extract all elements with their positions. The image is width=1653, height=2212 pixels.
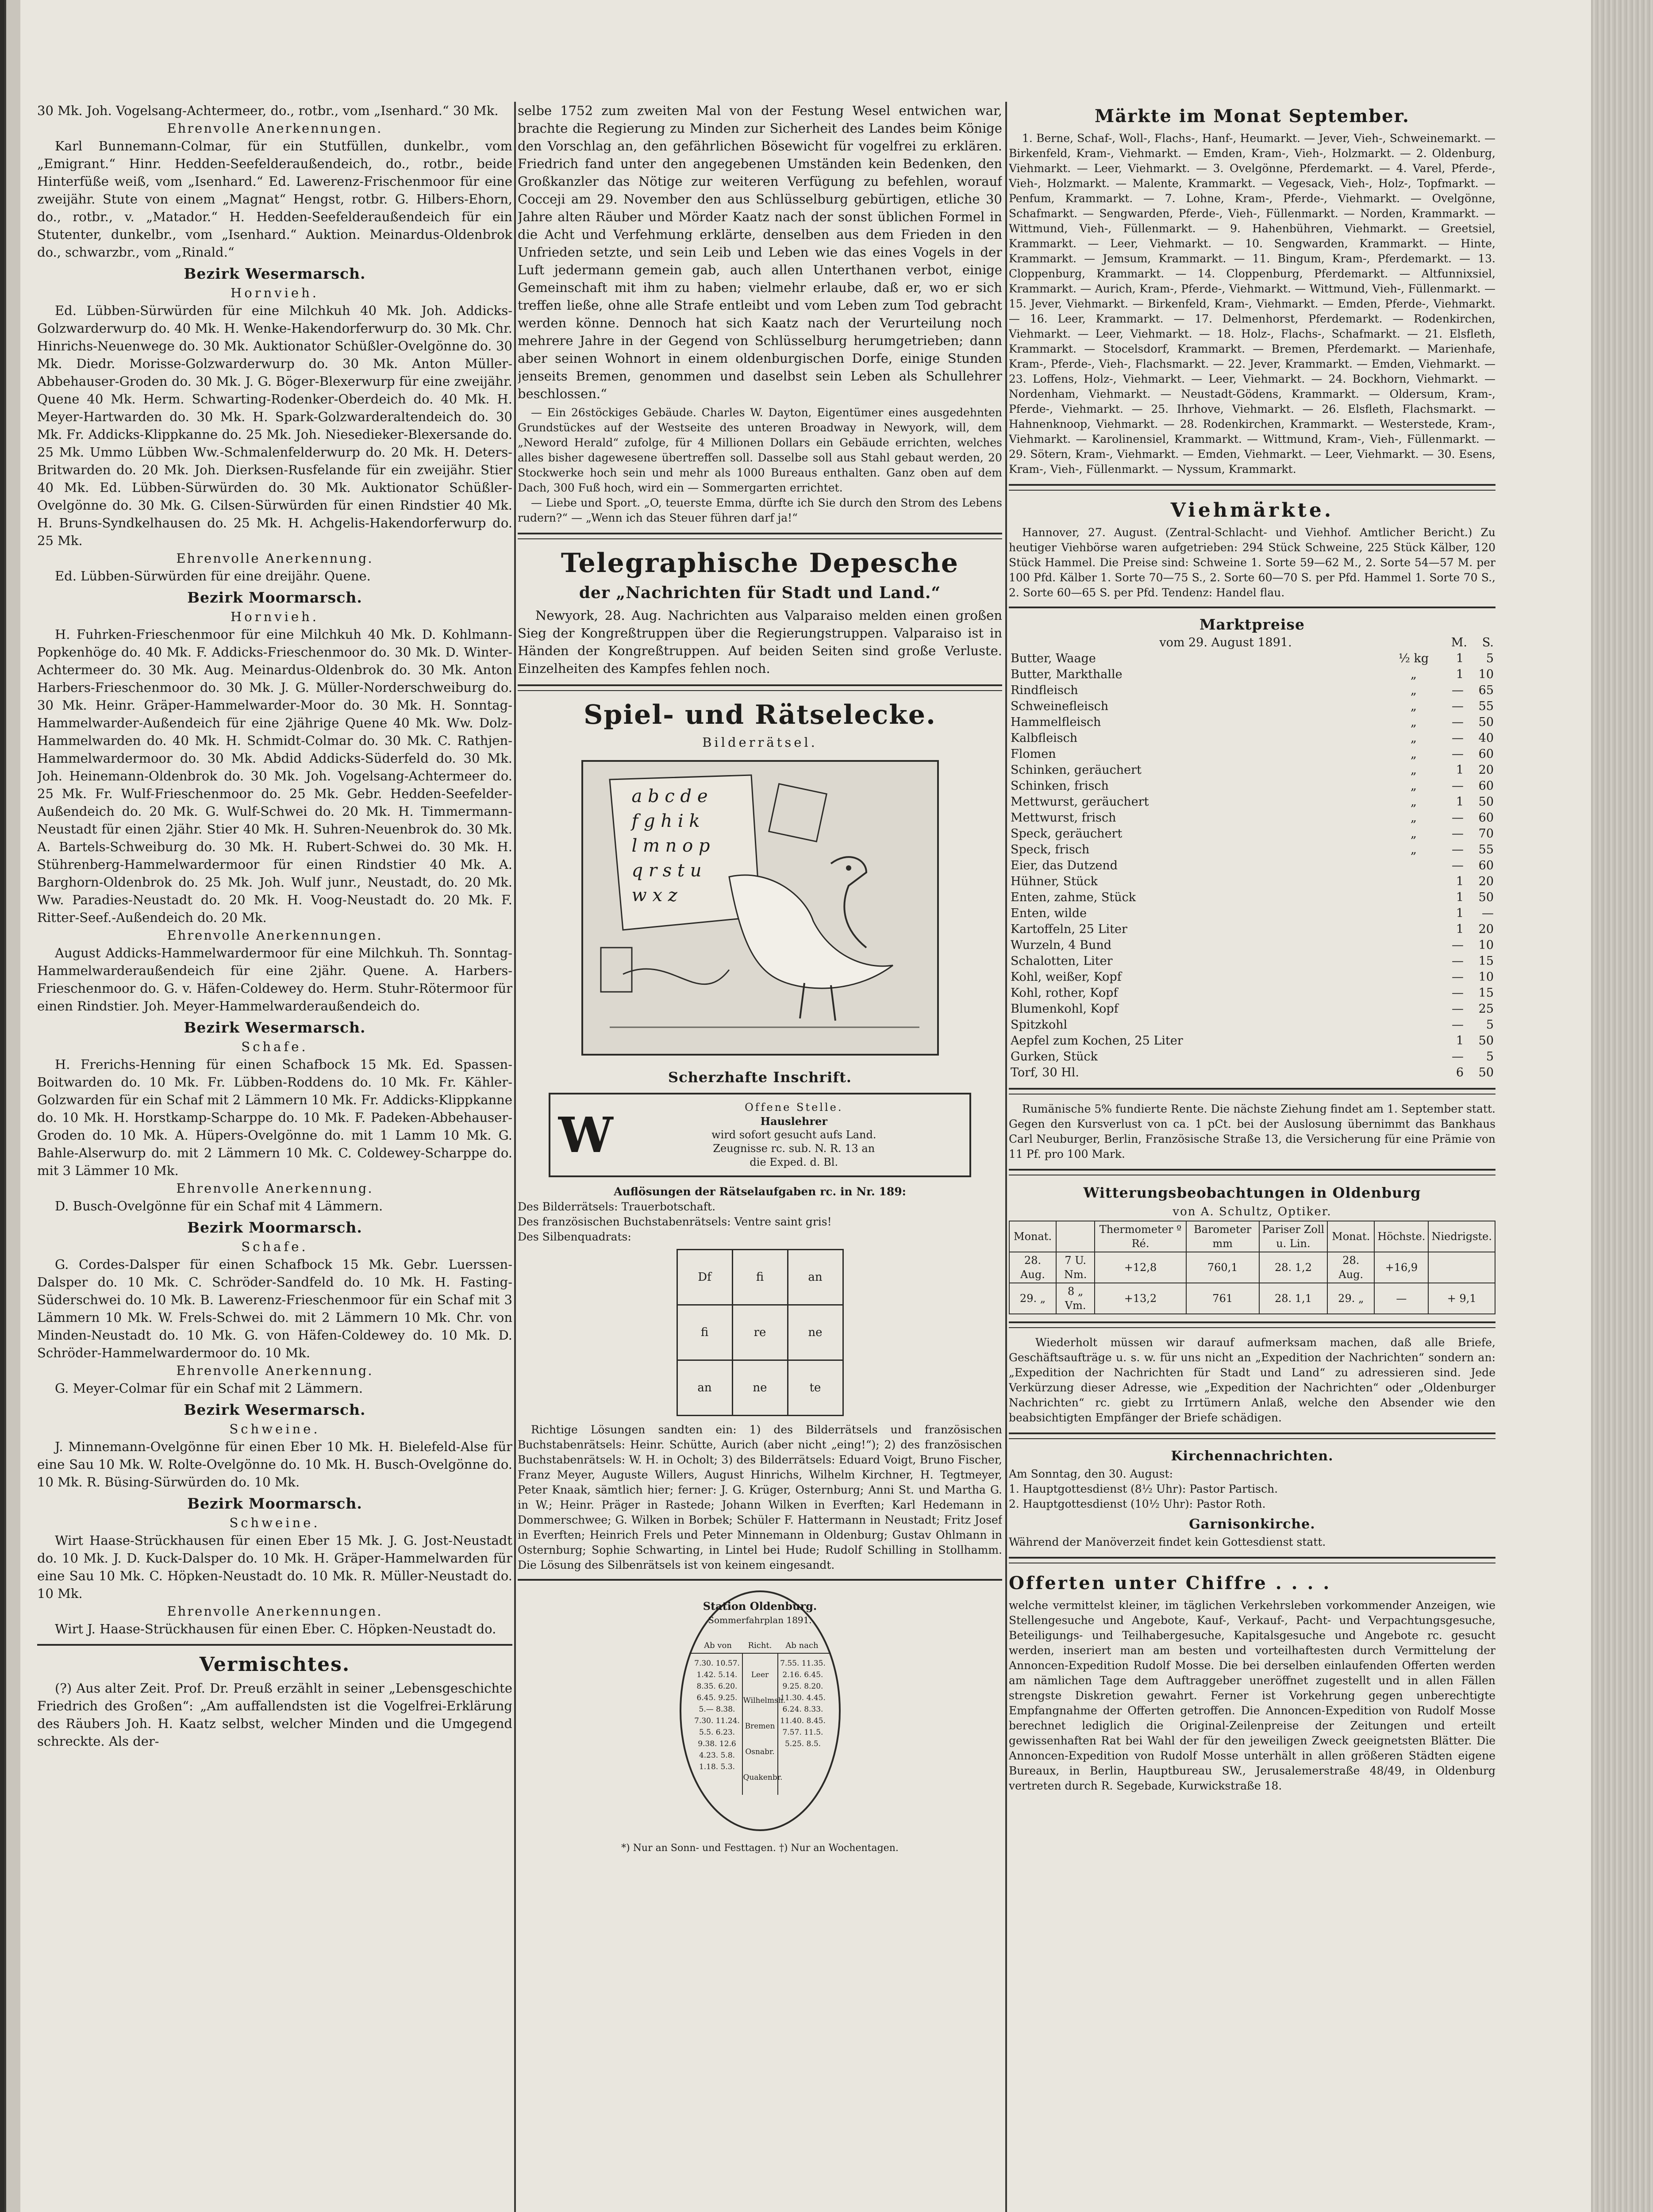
- weather-cell: 8 „ Vm.: [1056, 1283, 1095, 1314]
- prices-col-mark: M.: [1451, 636, 1467, 649]
- weather-cell: +16,9: [1374, 1252, 1428, 1283]
- news-sport: — Liebe und Sport. „O, teuerste Emma, dürfte ich Sie durch den Strom des Lebens rudern?“ — „Wenn ich das Steuer führen darf ja!“: [518, 496, 1002, 524]
- column-rule: [514, 102, 516, 2212]
- price-item: Aepfel zum Kochen, 25 Liter: [1011, 1034, 1183, 1048]
- price-unit: [1392, 985, 1435, 1001]
- weather-subtitle: von A. Schultz, Optiker.: [1172, 1205, 1332, 1218]
- station-direction: Wilhelmsh.: [743, 1696, 786, 1705]
- price-pfennig: 60: [1478, 811, 1494, 825]
- category-title: Schweine.: [229, 1421, 320, 1436]
- price-mark: —: [1452, 731, 1464, 745]
- weather-cell: 760,1: [1186, 1252, 1259, 1283]
- weather-header-cell: Pariser Zoll u. Lin.: [1259, 1221, 1328, 1252]
- price-row: [1009, 969, 1495, 985]
- weather-header-cell: Barometer mm: [1186, 1221, 1259, 1252]
- price-pfennig: 10: [1478, 970, 1494, 984]
- garrison-text: Während der Manöverzeit findet kein Gottesdienst statt.: [1009, 1536, 1326, 1548]
- prices-header: [1009, 635, 1495, 651]
- station-subtitle: Sommerfahrplan 1891.: [708, 1615, 812, 1625]
- puzzle-title: Spiel- und Rätselecke.: [584, 699, 936, 730]
- church-line: Am Sonntag, den 30. August:: [1009, 1467, 1173, 1480]
- price-pfennig: 40: [1478, 731, 1494, 745]
- price-item: Schalotten, Liter: [1011, 954, 1113, 968]
- rebus-letters: [632, 784, 710, 908]
- weather-header-cell: Monat.: [1327, 1221, 1374, 1252]
- price-pfennig: 50: [1478, 795, 1494, 809]
- church-line: 2. Hauptgottesdienst (10½ Uhr): Pastor Roth.: [1009, 1498, 1266, 1510]
- price-pfennig: 20: [1478, 922, 1494, 936]
- price-row: [1009, 1065, 1495, 1081]
- price-mark: —: [1452, 986, 1464, 1000]
- price-item: Blumenkohl, Kopf: [1011, 1002, 1119, 1016]
- price-mark: —: [1452, 970, 1464, 984]
- price-mark: —: [1452, 1002, 1464, 1016]
- telegraph-title: Telegraphische Depesche: [561, 548, 959, 579]
- award-list: Ed. Lübben-Sürwürden für eine Milchkuh 40 Mk. Joh. Addicks-Golzwarderwurp do. 40 Mk. H. Wenke-Hakendorferwurp do. 30 Mk. Chr. Hinrichs-Neuenwege do. 30 Mk. Auktionator Schüßler-Ovelgönne do. 30 Mk. Diedr. Morisse-Golzwarderwurp do. 30 Mk. Anton Müller-Abbehauser-Groden do. 30 Mk. J. G. Böger-Blexerwurp für eine zweijähr. Quene 40 Mk. Herm. Schwarting-Rodenker-Oberdeich do. 40 Mk. H. Meyer-Hartwarden do. 30 Mk. H. Spark-Golzwarderaltendeich do. 30 Mk. Fr. Addicks-Klippkanne do. 25 Mk. Joh. Niesedieker-Blexersande do. 25 Mk. Ummo Lübben Ww.-Schmalenfelderwurp do. 20 Mk. H. Deters-Britwarden do. 20 Mk. Joh. Dierksen-Rusfelande für ein zweijähr. Stier 40 Mk. Ed. Lübben-Sürwürden do. 30 Mk. Auktionator Schüßler-Ovelgönne do. 30 Mk. G. Cilsen-Sürwürden für einen Rindstier 40 Mk. H. Bruns-Syndkelhausen do. 25 Mk. H. Achgelis-Hakendorferwurp do. 25 Mk.: [37, 303, 512, 548]
- price-row: [1009, 810, 1495, 826]
- weather-cell: —: [1374, 1283, 1428, 1314]
- weather-cell: + 9,1: [1428, 1283, 1495, 1314]
- price-item: Speck, geräuchert: [1011, 827, 1123, 841]
- price-mark: 1: [1456, 668, 1464, 681]
- price-unit: „: [1411, 699, 1417, 713]
- weather-header-cell: Höchste.: [1374, 1221, 1428, 1252]
- station-direction: Bremen: [745, 1722, 775, 1731]
- price-pfennig: 10: [1478, 938, 1494, 952]
- price-unit: [1392, 953, 1435, 969]
- price-item: Kartoffeln, 25 Liter: [1011, 922, 1127, 936]
- price-pfennig: 70: [1478, 827, 1494, 841]
- price-unit: [1392, 874, 1435, 890]
- price-unit: „: [1411, 779, 1417, 793]
- square-cell: ne: [732, 1360, 788, 1416]
- price-pfennig: 20: [1478, 875, 1494, 888]
- price-mark: —: [1452, 938, 1464, 952]
- price-pfennig: 50: [1478, 1066, 1494, 1079]
- price-unit: „: [1411, 843, 1417, 856]
- price-pfennig: 5: [1486, 1018, 1494, 1032]
- price-pfennig: 5: [1486, 1050, 1494, 1064]
- price-row: [1009, 1049, 1495, 1065]
- price-pfennig: 60: [1478, 779, 1494, 793]
- station-col-to: Ab nach: [785, 1641, 819, 1650]
- price-mark: —: [1452, 827, 1464, 841]
- award-list: Wirt Haase-Strückhausen für einen Eber 15 Mk. J. G. Jost-Neustadt do. 10 Mk. J. D. Kuck-Dalsper do. 10 Mk. H. Gräper-Hammelwarden für eine Sau 10 Mk. C. Höpken-Neustadt do. 10 Mk. R. Müller-Neustadt do. 10 Mk.: [37, 1533, 512, 1601]
- price-row: [1009, 937, 1495, 953]
- district-title: Bezirk Wesermarsch.: [184, 1019, 366, 1036]
- solution-square: Des Silbenquadrats:: [518, 1230, 631, 1243]
- weather-header-row: [1009, 1221, 1495, 1252]
- price-pfennig: 15: [1478, 954, 1494, 968]
- square-cell: re: [732, 1305, 788, 1360]
- intro-line: 30 Mk. Joh. Vogelsang-Achtermeer, do., rotbr., vom „Isenhard.“ 30 Mk.: [37, 103, 499, 118]
- joke-line: die Exped. d. Bl.: [750, 1156, 838, 1168]
- price-unit: „: [1411, 668, 1417, 681]
- price-pfennig: 25: [1478, 1002, 1494, 1016]
- weather-cell: +13,2: [1095, 1283, 1186, 1314]
- price-unit: „: [1411, 763, 1417, 777]
- price-item: Rindfleisch: [1011, 684, 1078, 697]
- prices-col-pf: S.: [1482, 636, 1494, 649]
- price-mark: 1: [1456, 1034, 1464, 1048]
- price-pfennig: 55: [1478, 699, 1494, 713]
- separator: [1009, 484, 1495, 491]
- price-row: [1009, 1033, 1495, 1049]
- price-mark: —: [1452, 843, 1464, 856]
- price-unit: „: [1411, 827, 1417, 841]
- price-unit: [1392, 1049, 1435, 1065]
- price-unit: [1392, 937, 1435, 953]
- award-list: H. Fuhrken-Frieschenmoor für eine Milchkuh 40 Mk. D. Kohlmann-Popkenhöge do. 40 Mk. F. Addicks-Frieschenmoor do. 30 Mk. D. Winter-Achtermeer do. 30 Mk. Aug. Meinardus-Oldenbrok do. 30 Mk. Anton Harbers-Frieschenmoor do. 30 Mk. J. G. Müller-Norderschweiburg do. 30 Mk. Heinr. Gräper-Hammelwarder-Moor do. 30 Mk. H. Sonntag-Hammelwarder-Außendeich für eine 2jährige Quene 40 Mk. Ww. Dolz-Hammelwarden do. 40 Mk. H. Schmidt-Colmar do. 30 Mk. C. Rathjen-Hammelwardermoor do. 30 Mk. Abdid Addicks-Süderfeld do. 30 Mk. Joh. Heinemann-Oldenbrok do. 30 Mk. Joh. Vogelsang-Achtermeer do. 25 Mk. Fr. Wulf-Frieschenmoor do. 25 Mk. Gebr. Hedden-Seefelder-Außendeich do. 20 Mk. G. Wulf-Schwei do. 20 Mk. H. Timmermann-Neustadt für einen 2jähr. Stier 40 Mk. H. Suhren-Neuenbrok do. 30 Mk. A. Bartels-Schweiburg do. 30 Mk. H. Rubert-Schwei do. 30 Mk. H. Stührenberg-Hammelwardermoor für einen Rindstier 40 Mk. A. Barghorn-Oldenbrok do. 25 Mk. Joh. Wulf junr., Neustadt, do. 20 Mk. Ww. Paradies-Neustadt do. 20 Mk. H. Voog-Neustadt do. 20 Mk. F. Ritter-Seef.-Außendeich do. 20 Mk.: [37, 627, 512, 925]
- price-pfennig: —: [1482, 906, 1494, 920]
- price-row: [1009, 906, 1495, 922]
- weather-cell: 28. 1,2: [1259, 1252, 1328, 1283]
- price-row: [1009, 842, 1495, 858]
- price-row: [1009, 667, 1495, 683]
- recognition-title: Ehrenvolle Anerkennungen.: [167, 928, 383, 943]
- weather-header-cell: Monat.: [1009, 1221, 1056, 1252]
- price-item: Gurken, Stück: [1011, 1050, 1098, 1064]
- price-row: [1009, 730, 1495, 746]
- price-pfennig: 5: [1486, 652, 1494, 665]
- price-item: Schinken, frisch: [1011, 779, 1109, 793]
- district-title: Bezirk Moormarsch.: [187, 589, 362, 606]
- category-title: Hornvieh.: [230, 609, 319, 624]
- offers-title: Offerten unter Chiffre . . . .: [1009, 1573, 1331, 1594]
- square-cell: fi: [732, 1250, 788, 1305]
- solution-rebus: Des Bilderrätsels: Trauerbotschaft.: [518, 1200, 716, 1213]
- page-stack-edge: [1591, 0, 1653, 2212]
- price-mark: —: [1452, 715, 1464, 729]
- joke-line: Zeugnisse rc. sub. N. R. 13 an: [713, 1142, 875, 1155]
- price-pfennig: 50: [1478, 1034, 1494, 1048]
- price-row: [1009, 762, 1495, 778]
- price-item: Eier, das Dutzend: [1011, 859, 1118, 872]
- story-continued: selbe 1752 zum zweiten Mal von der Festung Wesel entwichen war, brachte die Regierung zu Minden zur Sicherheit des Landes beim Könige den Vorschlag an, den gefährlichen Bösewicht für vogelfrei zu erklären. Friedrich fand unter den angegebenen Umständen kein Bedenken, den Großkanzler das Nötige zur weiteren Verfügung zu befehlen, worauf Cocceji am 29. November den aus Schlüsselburg gebürtigen, etliche 30 Jahre alten Räuber und Mörder Kaatz nach der sonst üblichen Formel in die Acht und Verfehmung erklärte, denselben aus dem Frieden in den Unfrieden setzte, und sein Leib und Leben wie das eines Vogels in der Luft jedermann gemein gab, auch allen Unterthanen verbot, einige Gemeinschaft mit ihm zu haben; vielmehr erlaube, daß er, wo er sich treffen ließe, ohne alle Strafe entleibt und vom Leben zum Tod gebracht werden könne. Dennoch hat sich Kaatz nach der Verurteilung noch mehrere Jahre in der Gegend von Schlüsselburg herumgetrieben; dann aber seinen Wohnort in einem oldenburgischen Dorfe, einige Stunden jenseits Bremen, genommen und daselbst sein Leben als Schullehrer beschlossen.“: [518, 103, 1002, 401]
- rebus-line: q r s t u: [631, 860, 702, 881]
- rebus-picture: [581, 760, 939, 1056]
- weather-cell: 29. „: [1327, 1283, 1374, 1314]
- price-unit: [1392, 1001, 1435, 1017]
- station-timetable: [676, 1587, 844, 1835]
- prices-table: [1009, 651, 1495, 1081]
- misc-text: (?) Aus alter Zeit. Prof. Dr. Preuß erzählt in seiner „Lebensgeschichte Friedrich des Großen“: „Am auffallendsten ist die Vogelfrei-Erklärung des Räubers Joh. H. Kaatz selbst, welcher Minden und die Umgegend schreckte. Als der-: [37, 1681, 512, 1749]
- weather-header-cell: [1056, 1221, 1095, 1252]
- weather-row: [1009, 1252, 1495, 1283]
- church-title: Kirchennachrichten.: [1171, 1448, 1334, 1464]
- price-item: Torf, 30 Hl.: [1011, 1066, 1079, 1079]
- award-list: Karl Bunnemann-Colmar, für ein Stutfüllen, dunkelbr., vom „Emigrant.“ Hinr. Hedden-Seefelderaußendeich, do., rotbr., beide Hinterfüße weiß, vom „Isenhard.“ Ed. Lawerenz-Frischenmoor für eine zweijähr. Stute von einem „Magnat“ Hengst, rotbr. G. Hilbers-Ehorn, do., rotbr., v. „Matador.“ H. Hedden-Seefelderaußendeich für ein Stutenter, dunkelbr., vom „Isenhard.“ Auktion. Meinardus-Oldenbrok do., schwarzbr., vom „Rinald.“: [37, 138, 512, 260]
- rebus-line: w x z: [631, 885, 677, 906]
- syllable-square: [677, 1249, 844, 1416]
- award-sections: [37, 119, 512, 1638]
- weather-cell: 29. „: [1009, 1283, 1056, 1314]
- price-mark: 6: [1456, 1066, 1464, 1079]
- price-unit: [1392, 969, 1435, 985]
- weather-row: [1009, 1283, 1495, 1314]
- station-direction: Quakenbr.: [743, 1773, 783, 1782]
- price-unit: „: [1411, 811, 1417, 825]
- telegraph-subtitle: der „Nachrichten für Stadt und Land.“: [579, 584, 941, 602]
- price-unit: „: [1411, 747, 1417, 761]
- price-pfennig: 20: [1478, 763, 1494, 777]
- price-unit: „: [1411, 684, 1417, 697]
- price-item: Kalbfleisch: [1011, 731, 1078, 745]
- price-unit: [1392, 1017, 1435, 1033]
- award-list: August Addicks-Hammelwardermoor für eine Milchkuh. Th. Sonntag-Hammelwarderaußendeich für eine 2jähr. Quene. A. Harbers-Frieschenmoor do. G. v. Häfen-Coldewey do. Herm. Stuhr-Rötermoor für einen Rindstier. Joh. Meyer-Hammelwarderaußendeich do.: [37, 945, 512, 1014]
- weather-cell: 28. Aug.: [1009, 1252, 1056, 1283]
- price-item: Butter, Waage: [1011, 652, 1096, 665]
- joke-line: wird sofort gesucht aufs Land.: [711, 1129, 876, 1141]
- rebus-line: f g h i k: [631, 811, 700, 831]
- joke-line: Offene Stelle.: [745, 1101, 843, 1114]
- recognition-title: Ehrenvolle Anerkennungen.: [167, 1604, 383, 1619]
- column-3: [1009, 102, 1495, 2212]
- joke-initial: W: [558, 1106, 613, 1164]
- price-item: Flomen: [1011, 747, 1056, 761]
- price-item: Wurzeln, 4 Bund: [1011, 938, 1112, 952]
- markets-text: 1. Berne, Schaf-, Woll-, Flachs-, Hanf-, Heumarkt. — Jever, Vieh-, Schweinemarkt. — Birkenfeld, Kram-, Viehmarkt. — Emden, Kram-, Vieh-, Holzmarkt. — 2. Oldenburg, Viehmarkt. — Leer, Viehmarkt. — 3. Ovelgönne, Pferdemarkt. — 4. Varel, Pferde-, Vieh-, Holzmarkt. — Malente, Krammarkt. — Vegesack, Vieh-, Holz-, Topfmarkt. — Penfum, Krammarkt. — 7. Lohne, Kram-, Pferde-, Viehmarkt. — Ovelgönne, Schafmarkt. — Sengwarden, Pferde-, Vieh-, Füllenmarkt. — Norden, Krammarkt. — Wittmund, Vieh-, Füllenmarkt. — 9. Hahenbühren, Viehmarkt. — Greetsiel, Krammarkt. — Leer, Viehmarkt. — 10. Sengwarden, Krammarkt. — Hinte, Krammarkt. — Jemsum, Krammarkt. — 11. Bingum, Kram-, Pferdemarkt. — 13. Cloppenburg, Krammarkt. — 14. Cloppenburg, Pferdemarkt. — Altfunnixsiel, Krammarkt. — Aurich, Kram-, Pferde-, Viehmarkt. — Wittmund, Vieh-, Füllenmarkt. — 15. Jever, Viehmarkt. — Birkenfeld, Kram-, Viehmarkt. — Emden, Pferde-, Viehmarkt. — 16. Leer, Krammarkt. — 17. Delmenhorst, Pferdemarkt. — Rodenkirchen, Viehmarkt. — Leer, Viehmarkt. — 18. Holz-, Flachs-, Schafmarkt. — 21. Elsfleth, Krammarkt. — Stocelsdorf, Krammarkt. — Bremen, Pferdemarkt. — Marienhafe, Kram-, Pferde-, Vieh-, Flachsmarkt. — 22. Jever, Krammarkt. — Emden, Viehmarkt. — 23. Loffens, Holz-, Viehmarkt. — Leer, Viehmarkt. — 24. Bockhorn, Viehmarkt. — Nordenham, Viehmarkt. — Neustadt-Gödens, Krammarkt. — Oldersum, Kram-, Pferde-, Viehmarkt. — 25. Ihrhove, Viehmarkt. — 26. Elsfleth, Flachsmarkt. — Hahnenknoop, Viehmarkt. — 28. Rodenkirchen, Krammarkt. — Westerstede, Kram-, Viehmarkt. — Karolinensiel, Krammarkt. — Wittmund, Kram-, Vieh-, Füllenmarkt. — 29. Sötern, Kram-, Viehmarkt. — Emden, Viehmarkt. — Leer, Viehmarkt. — 30. Esens, Kram-, Vieh-, Füllenmarkt. — Nyssum, Krammarkt.: [1009, 132, 1495, 476]
- price-row: [1009, 683, 1495, 699]
- price-mark: 1: [1456, 875, 1464, 888]
- award-list: G. Cordes-Dalsper für einen Schafbock 15 Mk. Gebr. Luerssen-Dalsper do. 10 Mk. C. Schröder-Sandfeld do. 10 Mk. H. Fasting-Süderschwei do. 10 Mk. B. Lawerenz-Frieschenmoor für ein Schaf mit 3 Lämmern 10 Mk. W. Frels-Schwei do. mit 2 Lämmern 10 Mk. Chr. von Minden-Neustadt do. 10 Mk. G. von Häfen-Coldewey do. 10 Mk. D. Schröder-Hammelwardermoor do. 10 Mk.: [37, 1257, 512, 1360]
- station-times-from: 7.30. 10.57. 1.42. 5.14. 8.35. 6.20. 6.45. 9.25. 5.— 8.38. 7.30. 11.24. 5.5. 6.23. 9.38. 12.6 4.23. 5.8. 1.18. 5.3.: [694, 1659, 740, 1771]
- square-cell: an: [677, 1360, 732, 1416]
- prices-date: vom 29. August 1891.: [1159, 636, 1292, 649]
- price-pfennig: 60: [1478, 859, 1494, 872]
- price-mark: 1: [1456, 795, 1464, 809]
- address-notice: Wiederholt müssen wir darauf aufmerksam machen, daß alle Briefe, Geschäftsaufträge u. s. w. für uns nicht an „Expedition der Nachrichten“ sondern an: „Expedition der Nachrichten für Stadt und Land“ zu adressieren sind. Jede Verkürzung dieser Adresse, wie „Expedition der Nachrichten“ oder „Oldenburger Nachrichten“ rc. giebt zu Irrtümern Anlaß, welche den Absender wie den beabsichtigten Empfänger der Briefe schädigen.: [1009, 1336, 1495, 1424]
- cattle-title: Viehmärkte.: [1170, 499, 1334, 522]
- price-pfennig: 50: [1478, 715, 1494, 729]
- district-title: Bezirk Moormarsch.: [187, 1495, 362, 1512]
- price-mark: 1: [1456, 922, 1464, 936]
- price-row: [1009, 651, 1495, 667]
- square-cell: fi: [677, 1305, 732, 1360]
- award-list: Ed. Lübben-Sürwürden für eine dreijähr. Quene.: [55, 568, 371, 584]
- price-item: Butter, Markthalle: [1011, 668, 1123, 681]
- price-row: [1009, 794, 1495, 810]
- price-item: Speck, frisch: [1011, 843, 1090, 856]
- recognition-title: Ehrenvolle Anerkennungen.: [167, 121, 383, 136]
- price-mark: —: [1452, 954, 1464, 968]
- price-row: [1009, 1017, 1495, 1033]
- recognition-title: Ehrenvolle Anerkennung.: [176, 1363, 373, 1378]
- weather-table: [1009, 1221, 1495, 1314]
- category-title: Schafe.: [241, 1239, 308, 1254]
- price-mark: 1: [1456, 763, 1464, 777]
- joke-title: Scherzhafte Inschrift.: [668, 1069, 852, 1086]
- station-direction: Osnabr.: [745, 1747, 775, 1756]
- joke-line: Hauslehrer: [760, 1115, 828, 1128]
- separator: [518, 533, 1002, 539]
- price-row: [1009, 858, 1495, 874]
- price-item: Mettwurst, frisch: [1011, 811, 1116, 825]
- price-mark: —: [1452, 779, 1464, 793]
- weather-cell: 761: [1186, 1283, 1259, 1314]
- timetable-footnote: *) Nur an Sonn- und Festtagen. †) Nur an Wochentagen.: [621, 1843, 899, 1854]
- rente-notice: Rumänische 5% fundierte Rente. Die nächste Ziehung findet am 1. September statt. Gegen den Kursverlust von ca. 1 pCt. bei der Auslosung übernimmt das Bankhaus Carl Neuburger, Berlin, Französische Straße 13, die Versicherung für eine Prämie von 11 Pf. pro 100 Mark.: [1009, 1102, 1495, 1160]
- price-unit: „: [1411, 715, 1417, 729]
- price-mark: —: [1452, 747, 1464, 761]
- price-unit: [1392, 906, 1435, 922]
- price-row: [1009, 922, 1495, 937]
- price-item: Schinken, geräuchert: [1011, 763, 1142, 777]
- price-unit: [1392, 890, 1435, 906]
- rebus-line: a b c d e: [631, 786, 708, 806]
- price-mark: 1: [1456, 652, 1464, 665]
- award-list: J. Minnemann-Ovelgönne für einen Eber 10 Mk. H. Bielefeld-Alse für eine Sau 10 Mk. W. Rolte-Ovelgönne do. 10 Mk. H. Busch-Ovelgönne do. 10 Mk. R. Büsing-Sürwürden do. 10 Mk.: [37, 1439, 512, 1490]
- price-mark: —: [1452, 699, 1464, 713]
- recognition-title: Ehrenvolle Anerkennung.: [176, 1181, 373, 1196]
- column-1: [37, 102, 512, 2212]
- weather-cell: 7 U. Nm.: [1056, 1252, 1095, 1283]
- weather-header-cell: Thermometer º Ré.: [1095, 1221, 1186, 1252]
- prices-title: Marktpreise: [1199, 616, 1305, 633]
- price-row: [1009, 890, 1495, 906]
- separator: [518, 1579, 1002, 1581]
- price-row: [1009, 714, 1495, 730]
- church-line: 1. Hauptgottesdienst (8½ Uhr): Pastor Partisch.: [1009, 1482, 1278, 1495]
- puzzle-subtitle: Bilderrätsel.: [702, 735, 818, 750]
- award-list: Wirt J. Haase-Strückhausen für einen Eber. C. Höpken-Neustadt do.: [55, 1621, 496, 1636]
- price-row: [1009, 874, 1495, 890]
- telegraph-text: Newyork, 28. Aug. Nachrichten aus Valparaiso melden einen großen Sieg der Kongreßtruppen über die Regierungstruppen. Valparaiso ist in Händen der Kongreßtruppen. Auf beiden Seiten sind große Verluste. Einzelheiten des Kampfes fehlen noch.: [518, 608, 1002, 676]
- price-unit: [1392, 1065, 1435, 1081]
- weather-header-cell: Niedrigste.: [1428, 1221, 1495, 1252]
- price-row: [1009, 1001, 1495, 1017]
- station-col-from: Ab von: [704, 1641, 732, 1650]
- square-cell: te: [788, 1360, 843, 1416]
- recognition-title: Ehrenvolle Anerkennung.: [176, 551, 373, 566]
- separator: [1009, 1557, 1495, 1563]
- separator: [1009, 1169, 1495, 1175]
- price-row: [1009, 699, 1495, 714]
- column-2: [518, 102, 1002, 2212]
- price-item: Kohl, weißer, Kopf: [1011, 970, 1122, 984]
- separator: [1009, 1088, 1495, 1094]
- solutions-title: Auflösungen der Rätselaufgaben rc. in Nr. 189:: [614, 1185, 906, 1198]
- separator: [37, 1644, 512, 1646]
- price-pfennig: 50: [1478, 891, 1494, 904]
- separator: [1009, 1432, 1495, 1439]
- price-pfennig: 60: [1478, 747, 1494, 761]
- binding-edge: [0, 0, 20, 2212]
- column-rule: [1005, 102, 1007, 2212]
- separator: [1009, 1321, 1495, 1328]
- price-mark: 1: [1456, 891, 1464, 904]
- district-title: Bezirk Moormarsch.: [187, 1219, 362, 1236]
- price-row: [1009, 778, 1495, 794]
- price-item: Spitzkohl: [1011, 1018, 1068, 1032]
- price-unit: „: [1411, 795, 1417, 809]
- station-col-dir: Richt.: [748, 1641, 772, 1650]
- weather-cell: +12,8: [1095, 1252, 1186, 1283]
- solution-letters: Des französischen Buchstabenrätsels: Ventre saint gris!: [518, 1215, 832, 1228]
- station-times-to: 7.55. 11.35. 2.16. 6.45. 9.25. 8.20. 11.30. 4.45. 6.24. 8.33. 11.40. 8.45. 7.57. 11.5. 5.25. 8.5.: [780, 1659, 826, 1748]
- award-list: G. Meyer-Colmar für ein Schaf mit 2 Lämmern.: [55, 1381, 363, 1396]
- price-item: Kohl, rother, Kopf: [1011, 986, 1118, 1000]
- joke-text: [627, 1101, 961, 1169]
- price-item: Schweinefleisch: [1011, 699, 1109, 713]
- separator: [518, 684, 1002, 691]
- cattle-text: Hannover, 27. August. (Zentral-Schlacht- und Viehhof. Amtlicher Bericht.) Zu heutiger Viehbörse waren aufgetrieben: 294 Stück Schweine, 225 Stück Kälber, 120 Stück Hammel. Die Preise sind: Schweine 1. Sorte 59—62 M., 2. Sorte 54—57 M. per 100 Pfd. Kälber 1. Sorte 70—75 S., 2. Sorte 60—70 S. per Pfd. Hammel 1. Sorte 70 S., 2. Sorte 60—65 S. per Pfd. Tendenz: Handel flau.: [1009, 526, 1495, 599]
- category-title: Schweine.: [229, 1515, 320, 1530]
- price-unit: [1392, 922, 1435, 937]
- price-mark: —: [1452, 811, 1464, 825]
- price-unit: „: [1411, 731, 1417, 745]
- price-row: [1009, 953, 1495, 969]
- price-unit: [1392, 858, 1435, 874]
- weather-cell: 28. Aug.: [1327, 1252, 1374, 1283]
- correct-solutions: Richtige Lösungen sandten ein: 1) des Bilderrätsels und französischen Buchstabenrätsels: Heinr. Schütte, Aurich (aber nicht „eing!“); 2) des französischen Buchstabenrätsels: W. H. in Ocholt; 3) des Bilderrätsels: Eduard Voigt, Bruno Fischer, Franz Meyer, Auguste Willers, August Hinrichs, Wilhelm Kirchner, H. Tegtmeyer, Peter Knaak, sämtlich hier; ferner: J. G. Krüger, Osternburg; Anni St. und Martha G. in W.; Heinr. Präger in Rastede; Johann Wilken in Everften; Karl Hedemann in Dommerschwee; G. Wilken in Borbek; Schüler F. Hattermann in Neustadt; Fritz Josef in Everften; Heinrich Frels und Peter Minnemann in Oldenburg; Gustav Ohlmann in Osternburg; Sophie Schwarting, in Lintel bei Hude; Rudolf Schilling in Stollhamm. Die Lösung des Silbenrätsels ist von keinem eingesandt.: [518, 1423, 1002, 1571]
- district-title: Bezirk Wesermarsch.: [184, 1401, 366, 1418]
- weather-cell: [1428, 1252, 1495, 1283]
- category-title: Hornvieh.: [230, 285, 319, 300]
- price-row: [1009, 746, 1495, 762]
- square-cell: an: [788, 1250, 843, 1305]
- price-row: [1009, 826, 1495, 842]
- square-cell: ne: [788, 1305, 843, 1360]
- price-item: Enten, zahme, Stück: [1011, 891, 1136, 904]
- price-row: [1009, 985, 1495, 1001]
- price-item: Hühner, Stück: [1011, 875, 1098, 888]
- price-pfennig: 55: [1478, 843, 1494, 856]
- price-item: Enten, wilde: [1011, 906, 1087, 920]
- price-item: Hammelfleisch: [1011, 715, 1101, 729]
- price-pfennig: 10: [1478, 668, 1494, 681]
- separator: [1009, 607, 1495, 608]
- category-title: Schafe.: [241, 1039, 308, 1054]
- misc-title: Vermischtes.: [199, 1653, 350, 1676]
- award-list: D. Busch-Ovelgönne für ein Schaf mit 4 Lämmern.: [55, 1198, 383, 1214]
- price-unit: ½ kg: [1398, 652, 1429, 665]
- price-mark: —: [1452, 859, 1464, 872]
- price-mark: —: [1452, 684, 1464, 697]
- weather-title: Witterungsbeobachtungen in Oldenburg: [1083, 1184, 1421, 1201]
- price-mark: —: [1452, 1050, 1464, 1064]
- weather-cell: 28. 1,1: [1259, 1283, 1328, 1314]
- station-directions: [743, 1662, 786, 1790]
- price-mark: 1: [1456, 906, 1464, 920]
- price-pfennig: 65: [1478, 684, 1494, 697]
- news-building: — Ein 26stöckiges Gebäude. Charles W. Dayton, Eigentümer eines ausgedehnten Grundstückes auf der Westseite des unteren Broadway in Newyork, will, dem „Neword Herald“ zufolge, für 4 Millionen Dollars ein Gebäude errichten, welches alles bisher dagewesene übertreffen soll. Dasselbe soll aus Stahl gebaut werden, 20 Stockwerke hoch sein und mehr als 1000 Bureaus enthalten. Ganz oben auf dem Dach, 300 Fuß hoch, wird ein — Sommergarten errichtet.: [518, 406, 1002, 494]
- award-list: H. Frerichs-Henning für einen Schafbock 15 Mk. Ed. Spassen-Boitwarden do. 10 Mk. Fr. Lübben-Roddens do. 10 Mk. Fr. Kähler-Golzwarden für ein Schaf mit 2 Lämmern 10 Mk. Fr. Addicks-Klippkanne do. 10 Mk. H. Horstkamp-Scharppe do. 10 Mk. F. Padeken-Abbehauser-Groden do. 10 Mk. A. Hüpers-Ovelgönne do. mit 1 Lamm 10 Mk. G. Bahle-Alserwurp do. mit 2 Lämmern 10 Mk. C. Coldewey-Scharppe do. mit 3 Lämmer 10 Mk.: [37, 1057, 512, 1178]
- station-direction: Leer: [751, 1671, 769, 1679]
- price-mark: —: [1452, 1018, 1464, 1032]
- joke-box: [549, 1093, 971, 1177]
- price-pfennig: 15: [1478, 986, 1494, 1000]
- station-title: Station Oldenburg.: [703, 1600, 817, 1613]
- square-cell: Df: [677, 1250, 732, 1305]
- price-unit: [1392, 1033, 1435, 1049]
- district-title: Bezirk Wesermarsch.: [184, 265, 366, 282]
- offers-text: welche vermittelst kleiner, im täglichen Verkehrsleben vorkommender Anzeigen, wie Stellengesuche und Angebote, Kauf-, Verkauf-, Pacht- und Verpachtungsgesuche, Beteiligungs- und Teilhabergesuche, Kapitalsgesuche und Angebote rc. gesucht werden, inseriert man am besten und vorteilhaftesten durch Vermittelung der Annoncen-Expedition Rudolf Mosse. Die bei derselben einlaufenden Offerten werden am nämlichen Tage dem Auftraggeber uneröffnet zugestellt und in allen Fällen strengste Diskretion gewahrt. Ferner ist Vorkehrung gegen unberechtigte Empfangnahme der Offerten getroffen. Die Annoncen-Expedition von Rudolf Mosse berechnet lediglich die Original-Zeilenpreise der Zeitungen und erteilt gewissenhaften Rat bei Wahl der für den jeweiligen Zweck geeignetsten Blätter. Die Annoncen-Expedition von Rudolf Mosse unterhält in allen größeren Städten eigene Bureaux, in Berlin, Hauptbureau SW., Jerusalemerstraße 48/49, in Oldenburg vertreten durch R. Segebade, Kurwickstraße 18.: [1009, 1599, 1495, 1792]
- rebus-line: l m n o p: [631, 836, 710, 856]
- markets-title: Märkte im Monat September.: [1095, 106, 1410, 127]
- price-item: Mettwurst, geräuchert: [1011, 795, 1149, 809]
- garrison-title: Garnisonkirche.: [1189, 1517, 1315, 1532]
